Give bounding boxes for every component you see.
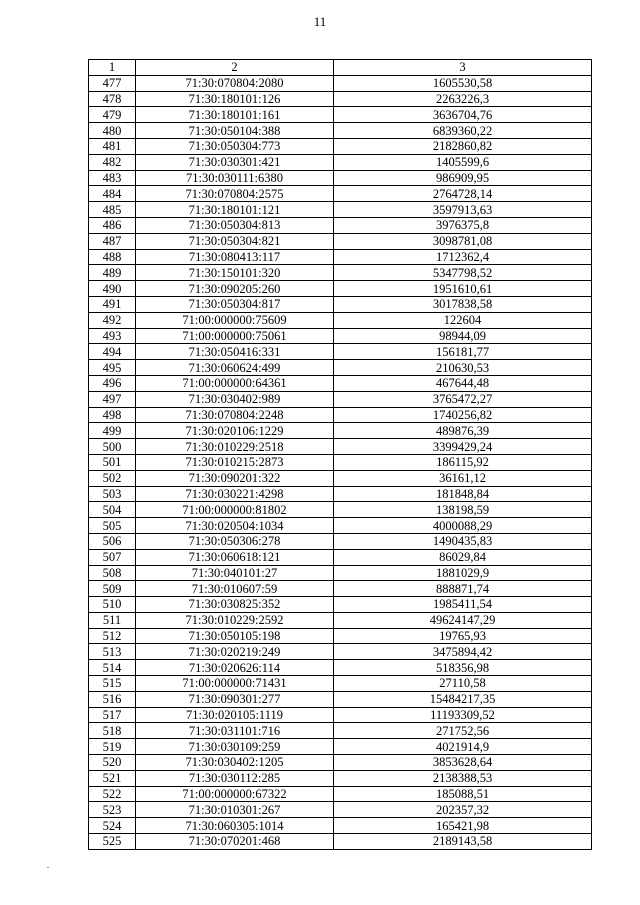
row-number-cell: 481: [89, 138, 136, 154]
cadastral-number-cell: 71:30:030221:4298: [136, 486, 334, 502]
table-row: [89, 407, 592, 423]
table-row: [89, 217, 592, 233]
cadastral-number-cell: 71:30:090301:277: [136, 691, 334, 707]
value-cell: 1490435,83: [334, 533, 592, 549]
row-number-cell: 517: [89, 707, 136, 723]
cadastral-number-cell: 71:30:090205:260: [136, 281, 334, 297]
row-number-cell: 488: [89, 249, 136, 265]
row-number-cell: 510: [89, 597, 136, 613]
value-cell: 210630,53: [334, 360, 592, 376]
cadastral-number-cell: 71:30:030111:6380: [136, 170, 334, 186]
value-cell: 3098781,08: [334, 233, 592, 249]
value-cell: 1881029,9: [334, 565, 592, 581]
table-row: [89, 502, 592, 518]
cadastral-number-cell: 71:30:090201:322: [136, 470, 334, 486]
value-cell: 3976375,8: [334, 217, 592, 233]
cadastral-number-cell: 71:30:020106:1229: [136, 423, 334, 439]
value-cell: 2764728,14: [334, 186, 592, 202]
row-number-cell: 483: [89, 170, 136, 186]
table-row: [89, 802, 592, 818]
row-number-cell: 500: [89, 439, 136, 455]
value-cell: 4021914,9: [334, 739, 592, 755]
row-number-cell: 515: [89, 676, 136, 692]
cadastral-number-cell: 71:30:180101:126: [136, 91, 334, 107]
row-number-cell: 502: [89, 470, 136, 486]
table-row: [89, 612, 592, 628]
table-row: [89, 518, 592, 534]
value-cell: 3765472,27: [334, 391, 592, 407]
table-row: [89, 549, 592, 565]
row-number-cell: 495: [89, 360, 136, 376]
table-row: [89, 470, 592, 486]
value-cell: 1985411,54: [334, 597, 592, 613]
value-cell: 185088,51: [334, 786, 592, 802]
cadastral-number-cell: 71:00:000000:64361: [136, 375, 334, 391]
row-number-cell: 516: [89, 691, 136, 707]
row-number-cell: 522: [89, 786, 136, 802]
cadastral-number-cell: 71:30:020105:1119: [136, 707, 334, 723]
value-cell: 19765,93: [334, 628, 592, 644]
value-cell: 1951610,61: [334, 281, 592, 297]
table-row: [89, 565, 592, 581]
value-cell: 2189143,58: [334, 834, 592, 850]
cadastral-number-cell: 71:30:180101:121: [136, 202, 334, 218]
table-row: [89, 391, 592, 407]
cadastral-number-cell: 71:00:000000:67322: [136, 786, 334, 802]
row-number-cell: 520: [89, 755, 136, 771]
value-cell: 489876,39: [334, 423, 592, 439]
cadastral-number-cell: 71:30:030825:352: [136, 597, 334, 613]
row-number-cell: 511: [89, 612, 136, 628]
row-number-cell: 493: [89, 328, 136, 344]
row-number-cell: 499: [89, 423, 136, 439]
value-cell: 2182860,82: [334, 138, 592, 154]
column-header-1: 1: [89, 60, 136, 76]
table-row: [89, 281, 592, 297]
row-number-cell: 521: [89, 770, 136, 786]
table-row: [89, 676, 592, 692]
value-cell: 15484217,35: [334, 691, 592, 707]
table-row: [89, 770, 592, 786]
row-number-cell: 501: [89, 454, 136, 470]
cadastral-number-cell: 71:30:050304:813: [136, 217, 334, 233]
table-row: [89, 170, 592, 186]
column-header-3: 3: [334, 60, 592, 76]
table-row: [89, 755, 592, 771]
table-row: [89, 265, 592, 281]
value-cell: 165421,98: [334, 818, 592, 834]
scan-speck: [47, 867, 49, 868]
cadastral-number-cell: 71:30:010229:2592: [136, 612, 334, 628]
table-row: [89, 818, 592, 834]
cadastral-number-cell: 71:30:070201:468: [136, 834, 334, 850]
cadastral-number-cell: 71:30:030301:421: [136, 154, 334, 170]
cadastral-number-cell: 71:30:020219:249: [136, 644, 334, 660]
value-cell: 138198,59: [334, 502, 592, 518]
value-cell: 181848,84: [334, 486, 592, 502]
column-header-2: 2: [136, 60, 334, 76]
table-row: [89, 123, 592, 139]
cadastral-number-cell: 71:00:000000:71431: [136, 676, 334, 692]
table-row: [89, 533, 592, 549]
table-row: [89, 707, 592, 723]
cadastral-number-cell: 71:30:010607:59: [136, 581, 334, 597]
cadastral-number-cell: 71:00:000000:75609: [136, 312, 334, 328]
row-number-cell: 489: [89, 265, 136, 281]
value-cell: 3475894,42: [334, 644, 592, 660]
table-row: [89, 296, 592, 312]
value-cell: 86029,84: [334, 549, 592, 565]
value-cell: 156181,77: [334, 344, 592, 360]
row-number-cell: 487: [89, 233, 136, 249]
cadastral-number-cell: 71:30:010215:2873: [136, 454, 334, 470]
table-row: [89, 628, 592, 644]
table-row: [89, 375, 592, 391]
row-number-cell: 514: [89, 660, 136, 676]
cadastral-number-cell: 71:30:050304:817: [136, 296, 334, 312]
table-row: [89, 723, 592, 739]
table-row: [89, 138, 592, 154]
row-number-cell: 518: [89, 723, 136, 739]
row-number-cell: 496: [89, 375, 136, 391]
row-number-cell: 513: [89, 644, 136, 660]
value-cell: 5347798,52: [334, 265, 592, 281]
table-row: [89, 486, 592, 502]
row-number-cell: 523: [89, 802, 136, 818]
cadastral-number-cell: 71:30:010229:2518: [136, 439, 334, 455]
value-cell: 98944,09: [334, 328, 592, 344]
cadastral-number-cell: 71:00:000000:75061: [136, 328, 334, 344]
row-number-cell: 519: [89, 739, 136, 755]
table-row: [89, 597, 592, 613]
cadastral-number-cell: 71:30:070804:2248: [136, 407, 334, 423]
cadastral-number-cell: 71:30:060624:499: [136, 360, 334, 376]
table-body: [89, 75, 592, 849]
table-row: [89, 360, 592, 376]
cadastral-number-cell: 71:30:050104:388: [136, 123, 334, 139]
table-row: [89, 834, 592, 850]
table-row: [89, 75, 592, 91]
row-number-cell: 498: [89, 407, 136, 423]
cadastral-number-cell: 71:30:080413:117: [136, 249, 334, 265]
table-row: [89, 344, 592, 360]
table-row: [89, 739, 592, 755]
row-number-cell: 503: [89, 486, 136, 502]
value-cell: 49624147,29: [334, 612, 592, 628]
value-cell: 1605530,58: [334, 75, 592, 91]
table-row: [89, 107, 592, 123]
value-cell: 36161,12: [334, 470, 592, 486]
row-number-cell: 485: [89, 202, 136, 218]
table-row: [89, 691, 592, 707]
cadastral-number-cell: 71:30:060618:121: [136, 549, 334, 565]
value-cell: 3017838,58: [334, 296, 592, 312]
row-number-cell: 477: [89, 75, 136, 91]
cadastral-number-cell: 71:30:050304:821: [136, 233, 334, 249]
cadastral-number-cell: 71:30:070804:2575: [136, 186, 334, 202]
row-number-cell: 497: [89, 391, 136, 407]
value-cell: 3853628,64: [334, 755, 592, 771]
row-number-cell: 482: [89, 154, 136, 170]
row-number-cell: 525: [89, 834, 136, 850]
value-cell: 11193309,52: [334, 707, 592, 723]
value-cell: 467644,48: [334, 375, 592, 391]
cadastral-number-cell: 71:30:050105:198: [136, 628, 334, 644]
table-row: [89, 660, 592, 676]
cadastral-number-cell: 71:30:020626:114: [136, 660, 334, 676]
cadastral-number-cell: 71:00:000000:81802: [136, 502, 334, 518]
value-cell: 3597913,63: [334, 202, 592, 218]
table-row: [89, 233, 592, 249]
row-number-cell: 509: [89, 581, 136, 597]
table-row: [89, 423, 592, 439]
cadastral-number-cell: 71:30:030402:1205: [136, 755, 334, 771]
row-number-cell: 480: [89, 123, 136, 139]
table-row: [89, 454, 592, 470]
cadastral-number-cell: 71:30:040101:27: [136, 565, 334, 581]
table-row: [89, 312, 592, 328]
cadastral-number-cell: 71:30:150101:320: [136, 265, 334, 281]
cadastral-number-cell: 71:30:050304:773: [136, 138, 334, 154]
table-row: [89, 786, 592, 802]
row-number-cell: 491: [89, 296, 136, 312]
row-number-cell: 524: [89, 818, 136, 834]
table-row: [89, 581, 592, 597]
value-cell: 1712362,4: [334, 249, 592, 265]
value-cell: 27110,58: [334, 676, 592, 692]
row-number-cell: 512: [89, 628, 136, 644]
value-cell: 3399429,24: [334, 439, 592, 455]
value-cell: 4000088,29: [334, 518, 592, 534]
table-row: [89, 154, 592, 170]
row-number-cell: 494: [89, 344, 136, 360]
cadastral-number-cell: 71:30:010301:267: [136, 802, 334, 818]
cadastral-number-cell: 71:30:030112:285: [136, 770, 334, 786]
table-row: [89, 202, 592, 218]
cadastral-number-cell: 71:30:020504:1034: [136, 518, 334, 534]
value-cell: 271752,56: [334, 723, 592, 739]
value-cell: 6839360,22: [334, 123, 592, 139]
row-number-cell: 484: [89, 186, 136, 202]
row-number-cell: 490: [89, 281, 136, 297]
value-cell: 1740256,82: [334, 407, 592, 423]
value-cell: 202357,32: [334, 802, 592, 818]
cadastral-number-cell: 71:30:050306:278: [136, 533, 334, 549]
row-number-cell: 507: [89, 549, 136, 565]
cadastral-number-cell: 71:30:031101:716: [136, 723, 334, 739]
cadastral-number-cell: 71:30:050416:331: [136, 344, 334, 360]
table-row: [89, 249, 592, 265]
data-table: [88, 59, 592, 850]
cadastral-number-cell: 71:30:030109:259: [136, 739, 334, 755]
value-cell: 2263226,3: [334, 91, 592, 107]
table-row: [89, 328, 592, 344]
cadastral-number-cell: 71:30:180101:161: [136, 107, 334, 123]
row-number-cell: 479: [89, 107, 136, 123]
cadastral-number-cell: 71:30:060305:1014: [136, 818, 334, 834]
value-cell: 888871,74: [334, 581, 592, 597]
cadastral-number-cell: 71:30:070804:2080: [136, 75, 334, 91]
cadastral-number-cell: 71:30:030402:989: [136, 391, 334, 407]
table-row: [89, 91, 592, 107]
value-cell: 518356,98: [334, 660, 592, 676]
value-cell: 122604: [334, 312, 592, 328]
row-number-cell: 478: [89, 91, 136, 107]
value-cell: 1405599,6: [334, 154, 592, 170]
value-cell: 986909,95: [334, 170, 592, 186]
value-cell: 3636704,76: [334, 107, 592, 123]
row-number-cell: 505: [89, 518, 136, 534]
row-number-cell: 486: [89, 217, 136, 233]
table-row: [89, 644, 592, 660]
page-number: 11: [313, 14, 327, 29]
header-row: [89, 60, 592, 76]
value-cell: 186115,92: [334, 454, 592, 470]
row-number-cell: 492: [89, 312, 136, 328]
table-row: [89, 439, 592, 455]
row-number-cell: 504: [89, 502, 136, 518]
row-number-cell: 506: [89, 533, 136, 549]
row-number-cell: 508: [89, 565, 136, 581]
table-row: [89, 186, 592, 202]
value-cell: 2138388,53: [334, 770, 592, 786]
